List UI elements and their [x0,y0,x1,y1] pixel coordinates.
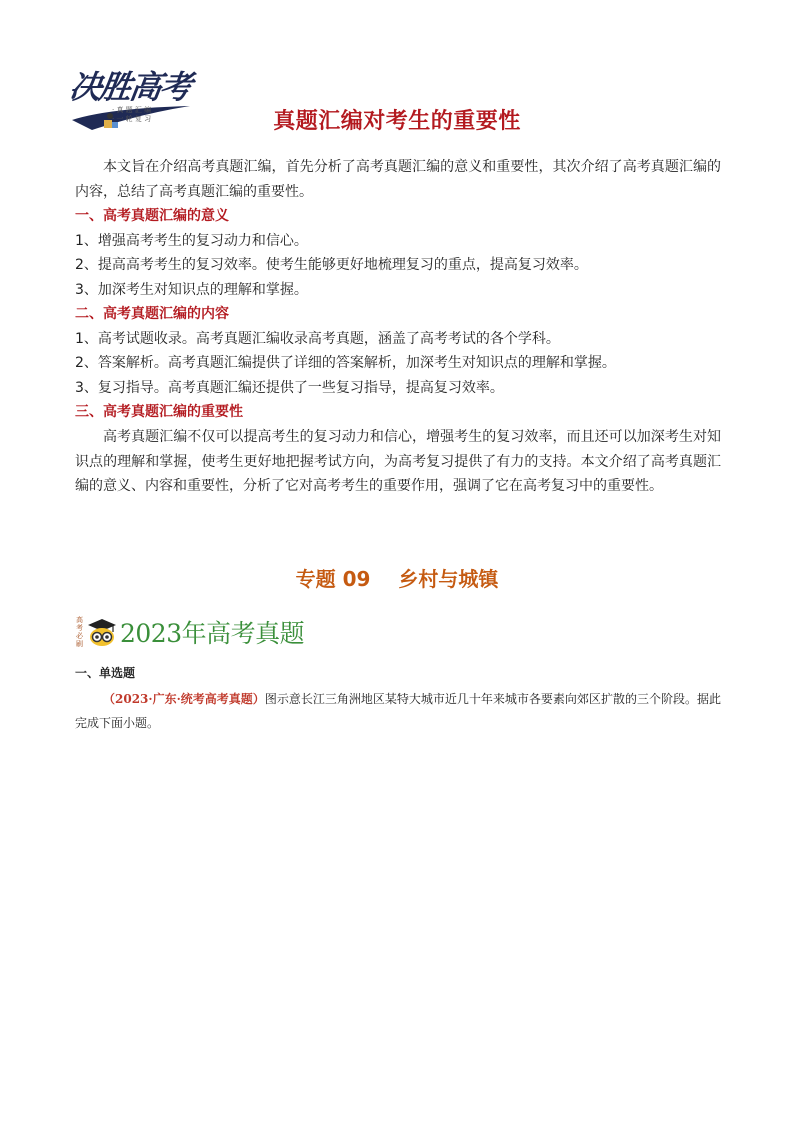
graduate-owl-icon [86,616,118,648]
document-title: 真题汇编对考生的重要性 [273,109,521,134]
list-item: 2、提高高考考生的复习效率。使考生能够更好地梳理复习的重点，提高复习效率。 [75,257,588,273]
list-item: 2、答案解析。高考真题汇编提供了详细的答案解析，加深考生对知识点的理解和掌握。 [75,355,616,371]
question-stem [75,687,721,735]
exam-banner [75,612,304,652]
section-heading-significance: 一、高考真题汇编的意义 [75,208,229,224]
question-text: 图示意长江三角洲地区某特大城市近几十年来城市各要素向郊区扩散的三个阶段。据此完成下面小题。 [75,692,721,730]
question-type-heading: 一、单选题 [75,666,136,680]
list-item: 1、增强高考考生的复习动力和信心。 [75,233,308,249]
section-heading-importance: 三、高考真题汇编的重要性 [75,404,243,420]
logo-text: 决胜高考 [67,68,193,106]
exam-banner-title: 2023年高考真题 [120,619,305,648]
question-source: （2023·广东·统考高考真题） [103,692,265,706]
list-item: 3、复习指导。高考真题汇编还提供了一些复习指导，提高复习效率。 [75,380,504,396]
intro-paragraph: 本文旨在介绍高考真题汇编，首先分析了高考真题汇编的意义和重要性，其次介绍了高考真题汇编的内容，总结了高考真题汇编的重要性。 [75,159,721,200]
logo-subtitle: · 真 题 汇 编 · 一 轮 复 习 [112,106,152,123]
section-heading-content: 二、高考真题汇编的内容 [75,306,229,322]
list-item: 1、高考试题收录。高考真题汇编收录高考真题，涵盖了高考考试的各个学科。 [75,331,560,347]
list-item: 3、加深考生对知识点的理解和掌握。 [75,282,308,298]
conclusion-paragraph: 高考真题汇编不仅可以提高考生的复习动力和信心，增强考生的复习效率，而且还可以加深考生对知识点的理解和掌握，使考生更好地把握考试方向，为高考复习提供了有力的支持。本文介绍了高考真题汇编的意义、内容和重要性，分析了它对高考考生的重要作用，强调了它在高考复习中的重要性。 [75,429,721,494]
exam-vertical-label: 高考必刷 [76,616,83,648]
topic-title: 专题 09 乡村与城镇 [295,567,499,591]
